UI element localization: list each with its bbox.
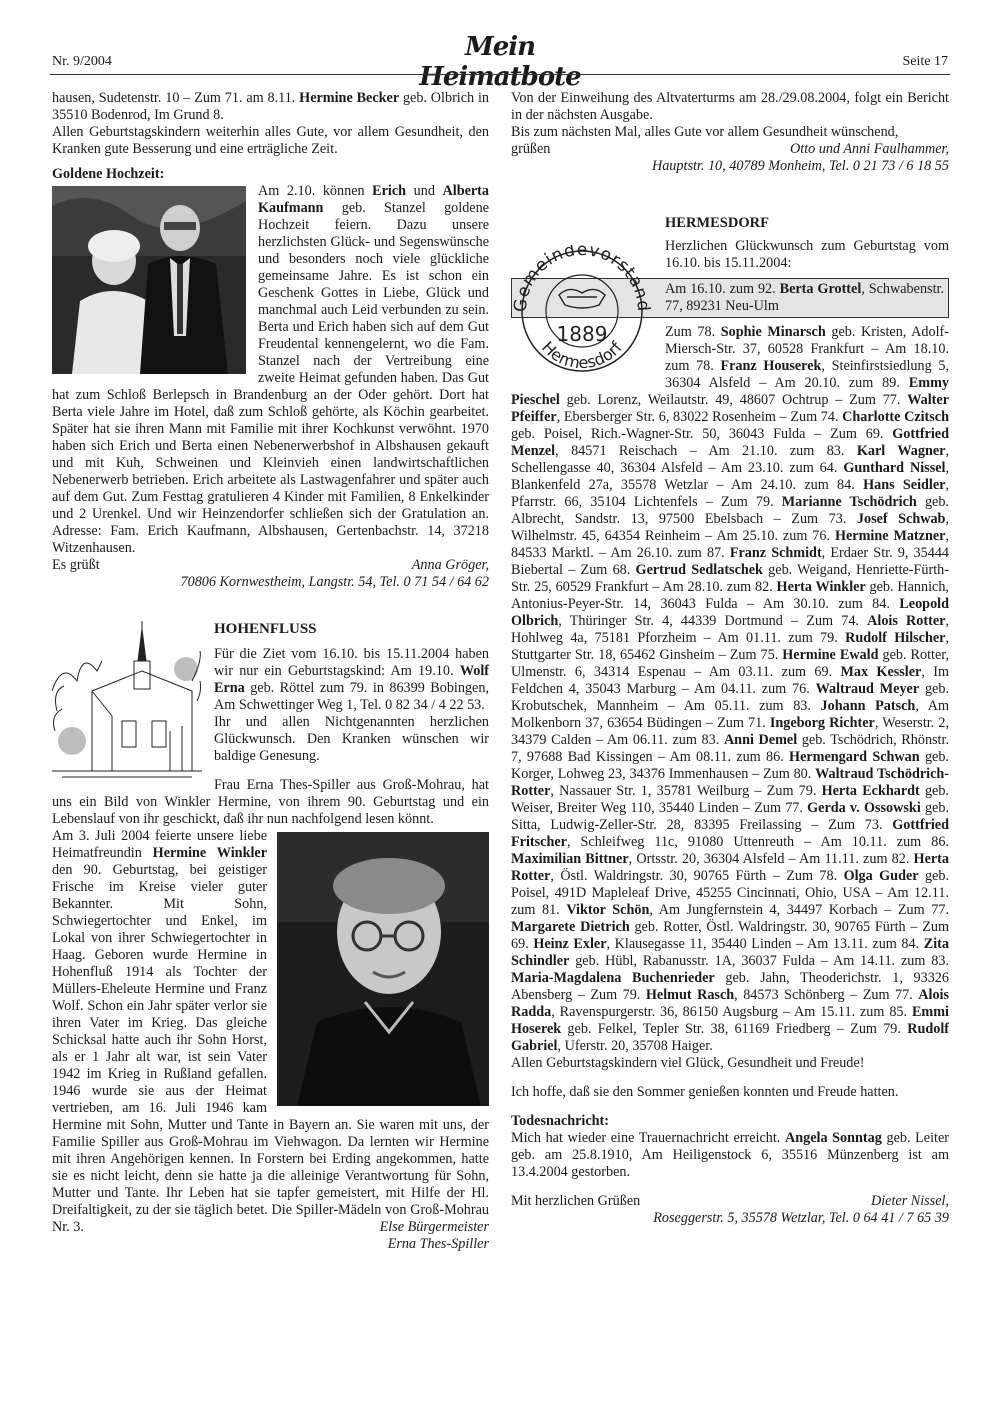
- birthday-name: Heinz Exler: [533, 936, 607, 952]
- portrait-photo: [277, 832, 489, 1106]
- signature-faulhammer-addr: Hauptstr. 10, 40789 Monheim, Tel. 0 21 73 / 6 18 55: [651, 158, 949, 174]
- birthday-text: , Nassauer Str. 1, 35781 Weilburg – Zum 79.: [550, 783, 822, 799]
- header-rule: [50, 74, 950, 75]
- couple-photo-image: [52, 186, 246, 374]
- birthday-name: Hermine Matzner: [834, 528, 946, 544]
- stamp-bottom-text: Hermesdorf: [538, 337, 626, 373]
- stamp-top-text: Gemeindevorstand: [510, 245, 654, 313]
- birthday-text: , Steinfirstsiedlung 5, 36304 Alsfeld – Am 20.10. zum 89.: [665, 358, 949, 391]
- birthday-text: , Am Molkenborn 37, 63654 Büdingen – Zum 71.: [511, 698, 949, 731]
- birthday-name: Margarete Dietrich: [511, 919, 630, 935]
- birthday-name: Hans Seidler: [863, 477, 946, 493]
- stamp-year: 1889: [556, 322, 608, 346]
- signature-nissel: Dieter Nissel,: [870, 1193, 949, 1209]
- birthday-name: Charlotte Czitsch: [842, 409, 949, 425]
- birthday-name: Olga Guder: [843, 868, 919, 884]
- birthday-name: Rudolf Gabriel: [511, 1021, 949, 1054]
- birthday-text: , Uferstr. 20, 35708 Haiger.: [557, 1038, 713, 1054]
- golden-heading: Goldene Hochzeit:: [52, 166, 165, 182]
- birthday-name: Gottfried Fritscher: [511, 817, 949, 850]
- birthday-text: geb. Krobutschek, Mannheim – Am 05.11. zum 83.: [511, 681, 949, 714]
- birthday-name: Gunthard Nissel: [843, 460, 946, 476]
- birthday-name: Franz Houserek: [720, 358, 822, 374]
- birthday-name: Maria-Magdalena Buchenrieder: [511, 970, 715, 986]
- birthday-text: geb. Weigand, Henriette-Fürth-Str. 25, 60529 Frankfurt – Am 28.10. zum 82.: [511, 562, 950, 595]
- birthday-name: Anni Demel: [723, 732, 798, 748]
- birthday-text: , Ebersberger Str. 6, 83022 Rosenheim – Zum 74.: [556, 409, 843, 425]
- right-column: [511, 90, 949, 1227]
- birthday-text: , Schleifweg 11c, 91080 Uttenreuth – Am 10.11. zum 86.: [566, 834, 949, 850]
- birthday-name: Karl Wagner: [856, 443, 946, 459]
- signature-name: Anna Gröger,: [411, 557, 489, 573]
- birthday-text: , Weserstr. 2, 34379 Calden – Am 06.11. zum 83.: [511, 715, 950, 748]
- left-column: [52, 90, 489, 1253]
- birthday-name: Helmut Rasch: [645, 987, 735, 1003]
- birthday-text: geb. Rotter, Östl. Waldringstr. 30, 90765 Fürth – Zum 69.: [511, 919, 949, 952]
- greeting: Es grüßt Anna Gröger,: [52, 557, 489, 573]
- svg-text:Gemeindevorstand: [511, 245, 654, 313]
- birthday-text: geb. Hannich, Antonius-Peyer-Str. 14, 36043 Fulda – Am 30.10. zum 84.: [511, 579, 949, 612]
- hermesdorf-heading: HERMESDORF: [665, 215, 769, 231]
- altvater-paragraph: Von der Einweihung des Altvaterturms am 28./29.08.2004, folgt ein Bericht in der nächsten Ausgabe.: [511, 90, 949, 123]
- birthday-text: , Pfarrstr. 66, 35104 Lichtenfels – Zum 79.: [511, 477, 949, 510]
- birthday-name: Emmy Pieschel: [511, 375, 949, 408]
- birthday-text: , Thüringer Str. 4, 44339 Dortmund – Zum 74.: [558, 613, 868, 629]
- masthead-logo: Mein Heimatbote: [419, 32, 581, 92]
- issue-number: Nr. 9/2004: [52, 54, 112, 69]
- birthday-name: Johann Patsch: [820, 698, 916, 714]
- birthday-name: Herta Winkler: [776, 579, 866, 595]
- golden-paragraph: Am 2.10. können Erich und Alberta Kaufmann geb. Stanzel goldene Hochzeit feiern. Dazu unsere herzlichsten Glück- und Segenswünsche und besonders noch viele glückliche gemeinsame Jahre. Es ist schon ein Geschenk Gottes in Liebe, Glück und manchmal auch Leid verbunden zu sein. Berta und Erich haben sich auf dem Gut Freudental kennengelernt, wo die Fam. Stanzel nach der Vertreibung eine zweite Heimat gefunden haben. Das Gut hat zum Schloß Berlepsch in Brandenburg an der Oder gehört. Dort hat Berta viele Jahre im Hotel, daß zum Schloß gehörte, als Köchin gearbeitet. Später hat sie ihren Mann mit Familie mit ihrer Kochkunst verwöhnt. 1970 haben sich Erich und Berta einen Nebenerwerbshof in Albshausen gekauft und mit Kuh, Schweinen und Kleinvieh einen landwirtschaftlichen Nebenerwerb betrieben. Erich arbeitete als Lastwagenfahrer und später auch auf dem Gut. Zum Festtag gratulieren 4 Kinder mit Familien, 8 Enkelkinder und 2 Urenkel. Und wir Heinzendorfer schließen sich der Gratulation an. Adresse: Fam. Erich Kaufmann, Albshausen, Gertenbachstr. 14, 37218 Witzenhausen.: [52, 183, 489, 556]
- intro-paragraph: hausen, Sudetenstr. 10 – Zum 71. am 8.11. Hermine Becker geb. Olbrich in 35510 Bodenrod, Im Grund 8.: [52, 90, 489, 123]
- birthday-name: Emmi Hoserek: [511, 1004, 949, 1037]
- birthday-text: , Blankenfeld 27a, 35578 Wetzlar – Am 24.10. zum 84.: [511, 460, 949, 493]
- birthday-text: geb. Korger, Lohweg 23, 34376 Immenhausen – Zum 80.: [511, 749, 949, 782]
- birthday-name: Zita Schindler: [511, 936, 950, 969]
- birthday-text: , 84533 Marktl. – Am 26.10. zum 87.: [511, 528, 949, 561]
- birthday-name: Hermine Ewald: [782, 647, 879, 663]
- signature-nissel-addr: Roseggerstr. 5, 35578 Wetzlar, Tel. 0 64 41 / 7 65 39: [653, 1210, 949, 1226]
- birthday-text: , Schellengasse 40, 36304 Alsfeld – Am 23.10. zum 64.: [511, 443, 949, 476]
- birthday-list: [511, 324, 949, 1055]
- birthday-text: geb. Tschödrich, Rhönstr. 7, 97688 Bad Kissingen – Am 08.11. zum 86.: [511, 732, 949, 765]
- birthday-text: geb. Felkel, Tepler Str. 38, 61169 Friedberg – Zum 79.: [561, 1021, 908, 1037]
- couple-photo: [52, 186, 246, 374]
- birthday-name: Max Kessler: [840, 664, 922, 680]
- birthday-name: Hermengard Schwan: [789, 749, 920, 765]
- birthday-name: Waltraud Meyer: [815, 681, 920, 697]
- page-number: Seite 17: [902, 54, 948, 69]
- birthday-text: geb. Poisel, 491D Mapleleaf Drive, 45255 Cincinnati, Ohio, USA – Am 12.11. zum 81.: [511, 868, 950, 918]
- birthday-name: Maximilian Bittner: [511, 851, 629, 867]
- birthday-text: geb. Lorenz, Weilautstr. 49, 48607 Ochtrup – Zum 77.: [559, 392, 908, 408]
- birthday-text: , Im Feldchen 4, 35043 Marburg – Am 04.11. zum 76.: [511, 664, 949, 697]
- birthday-text: Zum 78.: [665, 324, 721, 340]
- church-sketch: [52, 621, 202, 783]
- birthday-text: , Stuttgarter Str. 18, 65462 Ginsheim – Zum 75.: [511, 630, 949, 663]
- stamp-seal: [509, 245, 655, 373]
- hohenfluss-wishes: Ihr und allen Nichtgenannten herzlichen Glückwunsch. Den Kranken wünschen wir baldige Genesung.: [214, 714, 489, 764]
- story-paragraph: Am 3. Juli 2004 feierte unsere liebe Heimatfreundin Hermine Winkler den 90. Geburtstag, bei geistiger Frische im Kreise vieler guter Bekannter. Mit Sohn, Schwiegertochter und Enkel, im Lokal von ihrer Schwiegertochter in Haag. Geboren wurde Hermine in Hohenfluß 1914 als Tochter der Müllers-Eheleute Hermine und Franz Wolf. Schon ein Jahr später verlor sie ihren Vater im Krieg. Das gleiche Schicksal hatte auch ihr Sohn Horst, als er 1 Jahr alt war, ist sein Vater 1942 im Krieg in Rußland gefallen. 1946 wurde sie aus der Heimat vertrieben, am 16. Juli 1946 kam Hermine mit Sohn, Mutter und Tante in Bayern an. Sie waren mit uns, der Familie Spiller aus Groß-Mohrau im Viehwagon. Da lernten wir Hermine mit ihren Angehörigen kennen. In Forstern bei Erding angekommen, hatte sie es nicht leicht, denn sie hatte ja die alleinige Verantwortung für Sohn, Mutter und Tante. Ihr Leben hat sie tapfer gemeistert, mit Hilfe der Hl. Dreifaltigkeit, zu der sie täglich betet. Die Spiller-Mädeln von Groß-Mohrau Nr. 3.: [52, 828, 489, 1235]
- bis-paragraph: Bis zum nächsten Mal, alles Gute vor allem Gesundheit wünschend,: [511, 124, 899, 140]
- wishes-paragraph: Allen Geburtstagskindern weiterhin alles Gute, vor allem Gesundheit, den Kranken gute Besserung und eine erträgliche Zeit.: [52, 124, 489, 157]
- birthday-name: Ingeborg Richter: [769, 715, 875, 731]
- birthday-text: , Östl. Waldringstr. 30, 90765 Fürth – Zum 78.: [550, 868, 844, 884]
- signature2-a: Else Bürgermeister: [379, 1219, 489, 1235]
- birthday-name: Gerda v. Ossowski: [807, 800, 921, 816]
- birthday-name: Gottfried Menzel: [511, 426, 949, 459]
- closing-line: Mit herzlichen Grüßen Dieter Nissel,: [511, 1193, 949, 1209]
- gruessen-line: grüßen Otto und Anni Faulhammer,: [511, 141, 949, 157]
- birthday-text: , Hohlweg 4a, 75181 Pforzheim – Am 01.11. zum 79.: [511, 613, 949, 646]
- birthday-text: , Erdaer Str. 9, 35444 Biebertal – Zum 68.: [511, 545, 950, 578]
- birthday-text: geb. Poisel, Rich.-Wagner-Str. 50, 36043 Fulda – Zum 69.: [511, 426, 893, 442]
- todes-heading: Todesnachricht:: [511, 1113, 610, 1129]
- birthday-name: Herta Rotter: [511, 851, 949, 884]
- portrait-photo-image: [277, 832, 489, 1106]
- birthday-name: Sophie Minarsch: [720, 324, 826, 340]
- stamp-seal-image: [509, 245, 655, 373]
- frau-paragraph: Frau Erna Thes-Spiller aus Groß-Mohrau, hat uns ein Bild von Winkler Hermine, von ihrem 90. Geburtstag und ein Lebenslauf von ihr geschickt, daß ihr nun nachfolgend lesen könnt.: [52, 777, 489, 827]
- birthday-text: , 84571 Reischach – Am 21.10. zum 83.: [555, 443, 857, 459]
- birthday-name: Viktor Schön: [566, 902, 650, 918]
- birthday-name: Walter Pfeiffer: [511, 392, 949, 425]
- hohenfluss-paragraph: Für die Ziet vom 16.10. bis 15.11.2004 haben wir nur ein Geburtstagskind: Am 19.10. Wolf Erna geb. Röttel zum 79. in 86399 Bobingen, Am Schwettinger Weg 1, Tel. 0 82 34 / 4 22 53.: [214, 646, 489, 713]
- birthday-text: geb. Weiser, Breiter Weg 110, 35440 Linden – Zum 77.: [511, 783, 949, 816]
- birthday-text: , Ortsstr. 20, 36304 Alsfeld – Am 11.11. zum 82.: [628, 851, 914, 867]
- birthday-name: Herta Eckhardt: [821, 783, 920, 799]
- birthday-text: geb. Rotter, Ulmenstr. 6, 34314 Espenau – Am 03.11. zum 69.: [511, 647, 949, 680]
- church-sketch-image: [52, 621, 202, 783]
- signature-faulhammer: Otto und Anni Faulhammer,: [790, 141, 949, 157]
- birthday-text: geb. Albrecht, Sandstr. 13, 97500 Ebelsbach – Zum 73.: [511, 494, 949, 527]
- birthday-text: geb. Jahn, Theoderichstr. 1, 93326 Abensberg – Zum 79.: [511, 970, 949, 1003]
- birthday-text: geb. Hübl, Rabanusstr. 1A, 36037 Fulda – Am 14.11. zum 83.: [569, 953, 949, 969]
- birthday-text: geb. Sitta, Ludwig-Zeller-Str. 28, 83395 Freilassing – Zum 73.: [511, 800, 949, 833]
- highlight-text: Am 16.10. zum 92. Berta Grottel, Schwabenstr. 77, 89231 Neu-Ulm: [665, 281, 944, 314]
- birthday-name: Waltraud Tschödrich-Rotter: [511, 766, 949, 799]
- birthday-text: , Ravenspurgerstr. 36, 86150 Augsburg – Am 15.11. zum 85.: [551, 1004, 912, 1020]
- birthday-text: geb. Kristen, Adolf-Miersch-Str. 37, 60528 Frankfurt – Am 18.10. zum 78.: [665, 324, 949, 374]
- all-wishes: Allen Geburtstagskindern viel Glück, Gesundheit und Freude!: [511, 1055, 865, 1071]
- birthday-name: Gertrud Sedlatschek: [635, 562, 763, 578]
- birthday-name: Leopold Olbrich: [511, 596, 949, 629]
- todes-paragraph: Mich hat wieder eine Trauernachricht erreicht. Angela Sonntag geb. Leiter geb. am 25.8.1910, Am Heiligenstock 6, 35516 Münzenberg ist am 13.4.2004 gestorben.: [511, 1130, 949, 1180]
- birthday-text: , 84573 Schönberg – Zum 77.: [734, 987, 919, 1003]
- signature2-b: Erna Thes-Spiller: [387, 1236, 489, 1252]
- birthday-name: Josef Schwab: [856, 511, 946, 527]
- birthday-text: , Klausegasse 11, 35440 Linden – Am 13.11. zum 84.: [606, 936, 924, 952]
- hermesdorf-intro: Herzlichen Glückwunsch zum Geburtstag vom 16.10. bis 15.11.2004:: [665, 238, 949, 271]
- hohenfluss-heading: HOHENFLUSS: [214, 621, 317, 637]
- birthday-name: Alois Rotter: [867, 613, 946, 629]
- signature-address: 70806 Kornwestheim, Langstr. 54, Tel. 0 71 54 / 64 62: [180, 574, 489, 590]
- birthday-name: Marianne Tschödrich: [781, 494, 917, 510]
- birthday-name: Franz Schmidt: [729, 545, 822, 561]
- birthday-name: Alois Radda: [511, 987, 950, 1020]
- birthday-text: , Wilhelmstr. 45, 64354 Reinheim – Am 25.10. zum 76.: [511, 511, 949, 544]
- birthday-text: , Am Jungfernstein 4, 34497 Korbach – Zum 77.: [649, 902, 949, 918]
- summer-paragraph: Ich hoffe, daß sie den Sommer genießen konnten und Freude hatten.: [511, 1084, 899, 1100]
- birthday-name: Rudolf Hilscher: [845, 630, 946, 646]
